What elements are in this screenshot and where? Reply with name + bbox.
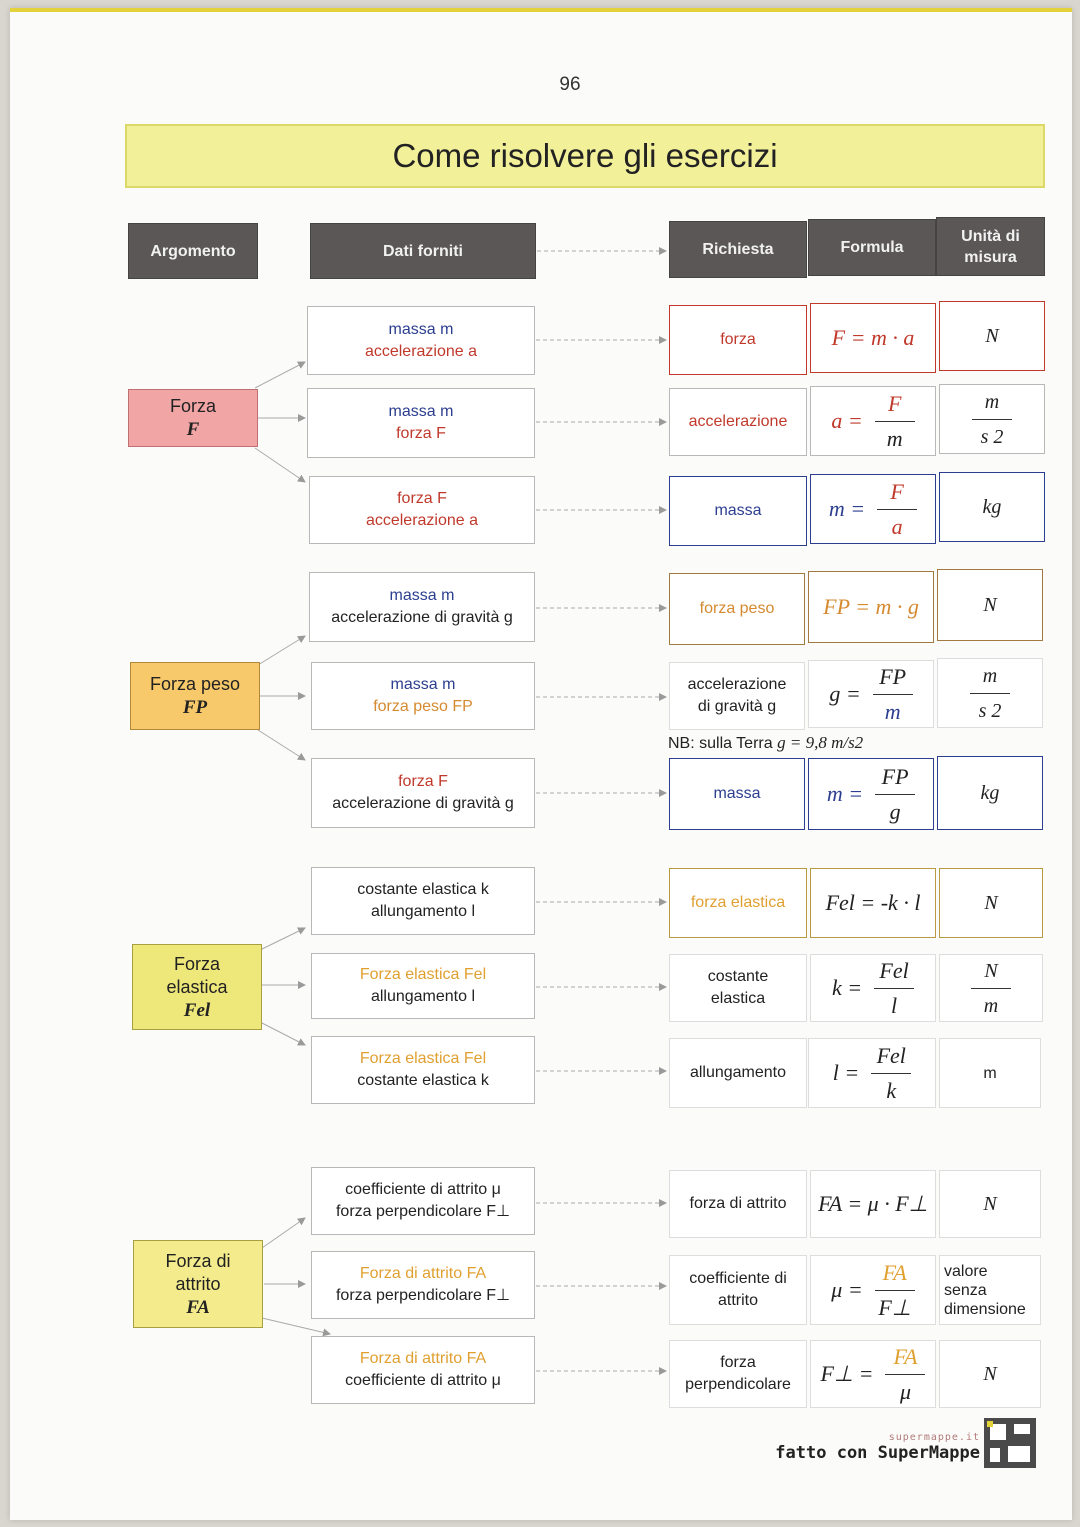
dati-row-1-line2: forza F (396, 425, 446, 442)
header-richiesta: Richiesta (669, 221, 807, 278)
dati-row-1-line1: massa m (388, 403, 454, 420)
formula-row-5-lhs: m = (826, 781, 864, 806)
formula-row-5-den: g (889, 798, 901, 824)
formula-row-9: FA = μ · F⊥ (810, 1170, 936, 1238)
dati-row-11-line2: coefficiente di attrito μ (345, 1372, 501, 1389)
unit-row-9: N (939, 1170, 1041, 1238)
header-dati-forniti: Dati forniti (310, 223, 536, 279)
richiesta-row-10-line1: coefficiente di (689, 1270, 787, 1287)
formula-row-11-lhs: F⊥ = (820, 1361, 874, 1386)
formula-row-0: F = m · a (810, 303, 936, 373)
gravity-note-prefix: NB: sulla Terra (668, 735, 773, 752)
category-forza-peso (130, 662, 260, 730)
formula-row-8-lhs: l = (832, 1060, 860, 1085)
header-unita-line2: misura (964, 248, 1017, 266)
formula-row-10-num: FA (882, 1259, 907, 1285)
dati-row-0-line1: massa m (388, 320, 454, 338)
richiesta-row-0: forza (669, 305, 807, 375)
formula-row-2 (810, 474, 936, 544)
dati-row-8 (311, 1036, 535, 1104)
dati-row-3-line2: accelerazione di gravità g (331, 609, 513, 626)
unit-row-4-num: m (982, 664, 998, 687)
formula-row-2-den: a (891, 513, 903, 539)
dati-row-7-line2: allungamento l (370, 988, 476, 1005)
formula-row-10 (810, 1255, 936, 1325)
formula-row-5-fraction (875, 764, 915, 825)
unit-row-7 (939, 954, 1043, 1022)
richiesta-row-4-line1: accelerazione (687, 676, 787, 693)
unit-row-10 (939, 1255, 1041, 1325)
fraction-bar (874, 988, 914, 989)
unit-row-10-line1: valore (944, 1262, 988, 1280)
dati-row-7-line1: Forza elastica Fel (359, 966, 487, 983)
formula-row-4 (808, 660, 934, 728)
formula-row-5-num: FP (881, 763, 909, 789)
formula-row-4-lhs: g = (829, 681, 861, 706)
dati-row-8-line1: Forza elastica Fel (359, 1050, 487, 1067)
unit-row-1-den: s 2 (980, 425, 1004, 448)
category-forza-attrito-label2: attrito (175, 1273, 221, 1294)
richiesta-row-10-line2: attrito (717, 1292, 758, 1309)
formula-row-2-lhs: m = (828, 496, 866, 521)
page-number: 96 (559, 74, 581, 95)
formula-row-2-num: F (890, 478, 904, 504)
formula-row-1 (810, 386, 936, 456)
unit-row-2: kg (939, 472, 1045, 542)
dati-row-2-line1: forza F (397, 490, 447, 507)
richiesta-row-7-line2: elastica (710, 990, 766, 1007)
dati-row-9-line2: forza perpendicolare F⊥ (335, 1203, 511, 1220)
gravity-note-formula: g = 9,8 m/s2 (777, 733, 864, 752)
category-forza-peso-label: Forza peso (149, 674, 241, 694)
richiesta-row-11 (669, 1340, 807, 1408)
formula-row-11 (810, 1340, 936, 1408)
header-unita-line1: Unità di (961, 227, 1020, 245)
dati-row-6 (311, 867, 535, 935)
richiesta-row-11-line2: perpendicolare (685, 1376, 791, 1393)
category-forza-elastica-symbol: Fel (183, 999, 211, 1021)
dati-row-5-line2: accelerazione di gravità g (332, 795, 514, 812)
unit-row-4-fraction (970, 663, 1010, 724)
dati-row-0 (307, 306, 535, 375)
footer-credit (720, 1432, 980, 1463)
dati-row-10-line1: Forza di attrito FA (359, 1265, 487, 1282)
richiesta-row-11-line1: forza (720, 1354, 756, 1371)
category-forza-attrito-label1: Forza di (165, 1250, 231, 1271)
unit-row-7-den: m (983, 994, 999, 1017)
unit-row-10-line3: dimensione (944, 1300, 1026, 1318)
fraction-bar (873, 694, 913, 695)
formula-row-4-num: FP (879, 663, 907, 689)
formula-row-4-den: m (884, 698, 901, 724)
header-argomento: Argomento (128, 223, 258, 279)
supermappe-logo-icon (984, 1418, 1036, 1468)
unit-row-4 (937, 658, 1043, 728)
unit-row-5: kg (937, 756, 1043, 830)
fraction-bar (971, 988, 1011, 989)
richiesta-row-7-line1: costante (707, 968, 769, 985)
dati-row-7 (311, 953, 535, 1019)
formula-row-8-den: k (886, 1077, 897, 1103)
gravity-note (668, 733, 968, 757)
category-forza-attrito-symbol: FA (186, 1296, 210, 1318)
richiesta-row-7 (669, 954, 807, 1022)
richiesta-row-3: forza peso (669, 573, 805, 645)
unit-row-1 (939, 384, 1045, 454)
formula-row-11-den: μ (899, 1378, 911, 1404)
dati-row-9-line1: coefficiente di attrito μ (345, 1181, 501, 1198)
dati-row-0-line2: accelerazione a (364, 342, 478, 360)
dati-row-6-line1: costante elastica k (357, 881, 489, 898)
dati-row-10-line2: forza perpendicolare F⊥ (335, 1287, 511, 1304)
formula-row-2-fraction (877, 479, 917, 540)
formula-row-10-lhs: μ = (831, 1277, 863, 1302)
unit-row-1-num: m (984, 390, 1000, 413)
formula-row-7-den: l (891, 992, 898, 1018)
header-formula: Formula (808, 219, 936, 276)
category-forza-symbol: F (186, 419, 200, 440)
formula-row-4-fraction (873, 664, 913, 725)
unit-row-4-den: s 2 (978, 699, 1002, 722)
header-unita-misura (936, 217, 1045, 276)
formula-row-10-fraction (875, 1260, 915, 1321)
unit-row-7-num: N (984, 959, 998, 982)
category-forza-attrito (133, 1240, 263, 1328)
category-forza (128, 389, 258, 447)
unit-row-7-fraction (971, 958, 1011, 1019)
footer-site: supermappe.it (888, 1432, 980, 1443)
fraction-bar (875, 794, 915, 795)
richiesta-row-10 (669, 1255, 807, 1325)
unit-row-1-fraction (972, 389, 1012, 450)
formula-row-10-den: F⊥ (878, 1294, 911, 1320)
richiesta-row-1: accelerazione (669, 388, 807, 456)
formula-row-7-lhs: k = (831, 975, 863, 1000)
richiesta-row-4-line2: di gravità g (697, 698, 777, 715)
fraction-bar (970, 693, 1010, 694)
dati-row-1 (307, 388, 535, 458)
dati-row-9 (311, 1167, 535, 1235)
richiesta-row-8: allungamento (669, 1038, 807, 1108)
fraction-bar (871, 1073, 911, 1074)
formula-row-7 (810, 954, 936, 1022)
formula-row-3: FP = m · g (808, 571, 934, 643)
richiesta-row-9: forza di attrito (669, 1170, 807, 1238)
dati-row-4-line2: forza peso FP (373, 698, 473, 715)
dati-row-3 (309, 572, 535, 642)
unit-row-3: N (937, 569, 1043, 641)
dati-row-11-line1: Forza di attrito FA (359, 1350, 487, 1367)
formula-row-6: Fel = -k · l (810, 868, 936, 938)
category-forza-peso-symbol: FP (182, 697, 208, 718)
richiesta-row-5: massa (669, 758, 805, 830)
formula-row-1-num: F (887, 390, 902, 416)
formula-row-1-lhs: a = (831, 408, 863, 433)
category-forza-label: Forza (169, 396, 216, 416)
dati-row-10 (311, 1251, 535, 1319)
formula-row-8-fraction (871, 1043, 911, 1104)
unit-row-0: N (939, 301, 1045, 371)
dati-row-5 (311, 758, 535, 828)
fraction-bar (972, 419, 1012, 420)
dati-row-2 (309, 476, 535, 544)
formula-row-1-fraction (875, 391, 915, 452)
formula-row-8 (808, 1038, 936, 1108)
category-forza-elastica-label2: elastica (166, 976, 228, 997)
page-title: Come risolvere gli esercizi (125, 124, 1045, 188)
formula-row-8-num: Fel (876, 1042, 906, 1068)
category-forza-elastica (132, 944, 262, 1030)
fraction-bar (877, 509, 917, 510)
dati-row-4-line1: massa m (390, 676, 456, 693)
formula-row-11-fraction (885, 1344, 925, 1405)
dati-row-2-line2: accelerazione a (365, 512, 479, 529)
richiesta-row-6: forza elastica (669, 868, 807, 938)
fraction-bar (885, 1374, 925, 1375)
category-forza-elastica-label1: Forza (173, 953, 220, 974)
dati-row-5-line1: forza F (398, 773, 448, 790)
fraction-bar (875, 1290, 915, 1291)
dati-row-3-line1: massa m (389, 587, 455, 604)
unit-row-8: m (939, 1038, 1041, 1108)
dati-row-8-line2: costante elastica k (357, 1072, 489, 1089)
formula-row-7-fraction (874, 958, 914, 1019)
formula-row-5 (808, 758, 934, 830)
formula-row-11-num: FA (893, 1343, 918, 1369)
fraction-bar (875, 421, 915, 422)
unit-row-10-line2: senza (944, 1281, 987, 1299)
footer-credit-text: fatto con SuperMappe (775, 1443, 980, 1463)
dati-row-11 (311, 1336, 535, 1404)
unit-row-11: N (939, 1340, 1041, 1408)
formula-row-7-num: Fel (879, 957, 909, 983)
formula-row-1-den: m (886, 425, 903, 451)
dati-row-4 (311, 662, 535, 730)
unit-row-6: N (939, 868, 1043, 938)
richiesta-row-2: massa (669, 476, 807, 546)
dati-row-6-line2: allungamento l (370, 903, 476, 920)
richiesta-row-4 (669, 662, 805, 730)
